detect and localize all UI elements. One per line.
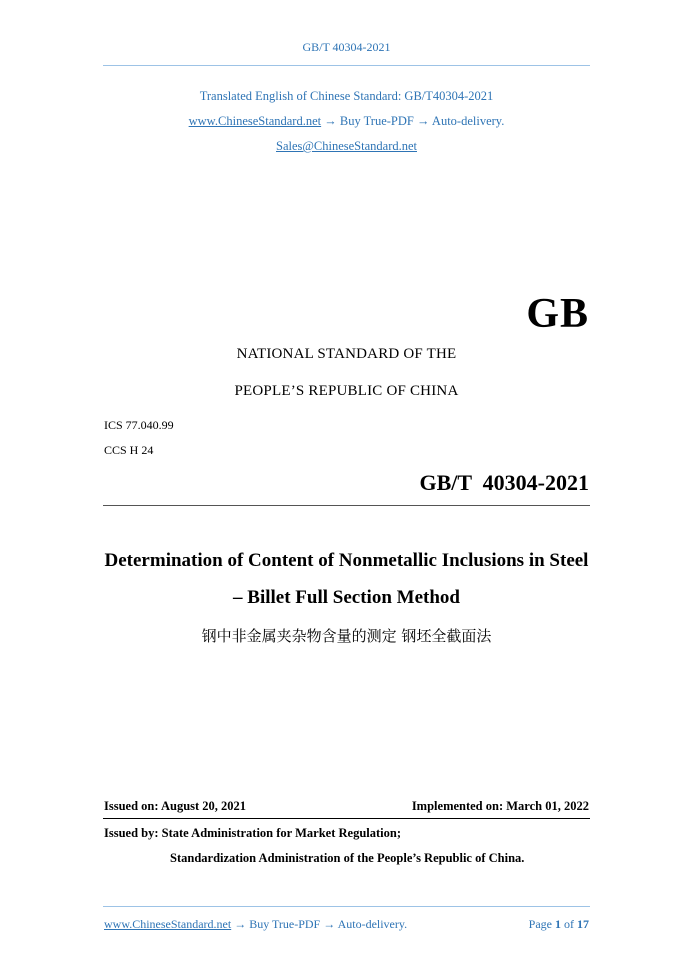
promo-line-3	[0, 139, 693, 154]
implemented-on: Implemented on: March 01, 2022	[411, 799, 589, 813]
national-line-2: PEOPLE’S REPUBLIC OF CHINA	[234, 383, 459, 399]
footer-buy-text: → Buy True-PDF → Auto-delivery.	[234, 917, 408, 931]
national-line-1: NATIONAL STANDARD OF THE	[236, 346, 457, 362]
standard-number: GB/T 40304-2021	[419, 470, 589, 495]
footer-site-link[interactable]: www.ChineseStandard.net	[104, 917, 232, 931]
title-line-2: – Billet Full Section Method	[233, 587, 460, 608]
promo-line-2	[0, 114, 693, 129]
gb-mark: GB	[526, 291, 589, 337]
page-label: Page	[528, 917, 552, 931]
header-doc-id: GB/T 40304-2021	[302, 40, 391, 54]
chinese-title: 钢中非金属夹杂物含量的测定 钢坯全截面法	[201, 627, 492, 645]
promo-line-1: Translated English of Chinese Standard: GB/T40304-2021	[199, 89, 494, 103]
footer-promo	[104, 917, 407, 932]
issued-by-line-1: Issued by: State Administration for Market Regulation;	[104, 826, 401, 840]
promo-site-link[interactable]: www.ChineseStandard.net	[188, 114, 322, 128]
promo-buy-text: → Buy True-PDF → Auto-delivery.	[324, 114, 505, 128]
ics-code: ICS 77.040.99	[104, 418, 174, 432]
standard-number-divider	[103, 505, 590, 506]
ccs-code: CCS H 24	[104, 443, 154, 457]
page-total: 17	[577, 917, 589, 931]
footer-divider	[103, 906, 590, 907]
title-line-1: Determination of Content of Nonmetallic Inclusions in Steel	[104, 550, 589, 571]
promo-email-link[interactable]: Sales@ChineseStandard.net	[276, 139, 417, 153]
dates-divider	[103, 818, 590, 819]
header-divider	[103, 65, 590, 66]
page-indicator	[529, 917, 589, 932]
issued-by-line-2: Standardization Administration of the People’s Republic of China.	[170, 851, 525, 865]
issued-on: Issued on: August 20, 2021	[104, 799, 247, 813]
page-current: 1	[555, 917, 561, 931]
page-of: of	[564, 917, 574, 931]
